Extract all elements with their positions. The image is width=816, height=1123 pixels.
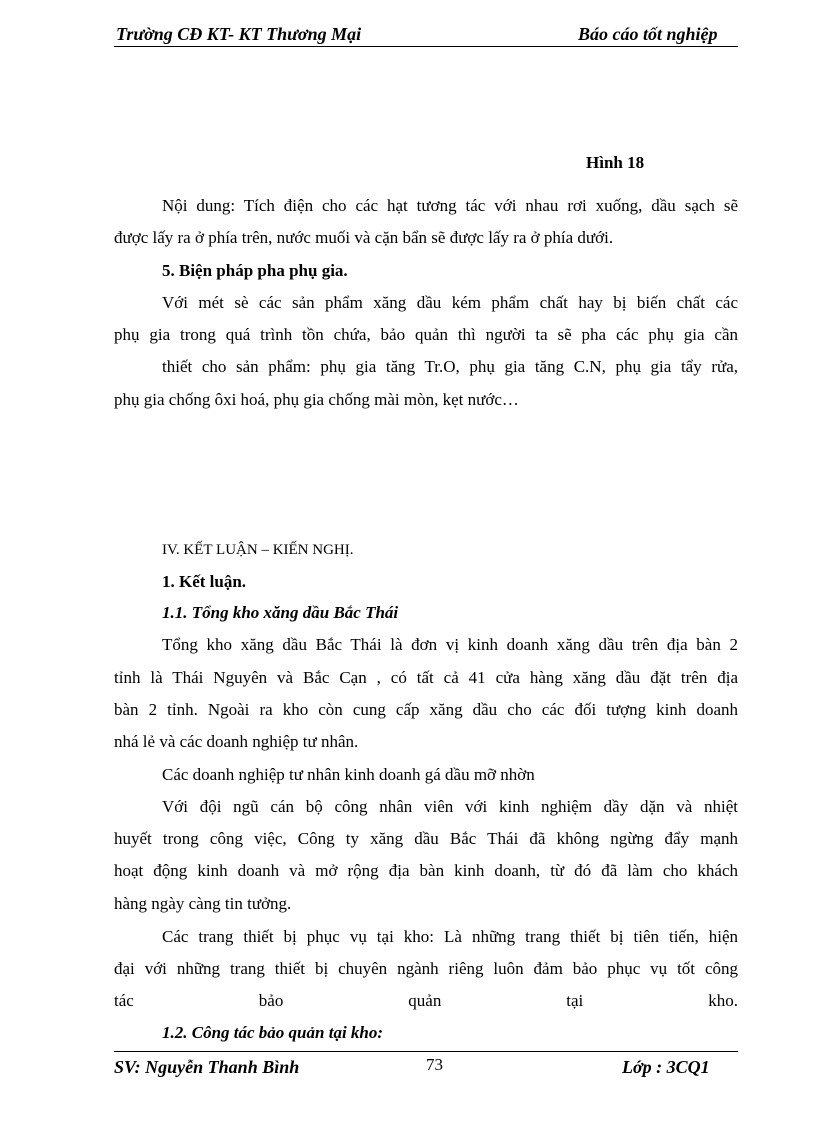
section-heading-iv: IV. KẾT LUẬN – KIẾN NGHỊ. [162, 542, 354, 558]
section-heading-1-1: 1.1. Tổng kho xăng dầu Bắc Thái [162, 603, 399, 622]
paragraph-line: Các doanh nghiệp tư nhân kinh doanh gá dầu mỡ nhờn [162, 765, 535, 784]
header-school-name: Trường CĐ KT- KT Thương Mại [116, 24, 362, 44]
paragraph-line: đại với những trang thiết bị chuyên ngành riêng luôn đảm bảo phục vụ tốt công [114, 959, 738, 978]
paragraph-line: tác bảo quản tại kho. [114, 991, 738, 1010]
header-report-title: Báo cáo tốt nghiệp [578, 24, 718, 44]
header-divider [114, 46, 738, 47]
section-heading-5: 5. Biện pháp pha phụ gia. [162, 261, 348, 280]
section-heading-1-2: 1.2. Công tác bảo quản tại kho: [162, 1023, 384, 1042]
footer-student-name: SV: Nguyễn Thanh Bình [114, 1057, 300, 1077]
paragraph-line: thiết cho sản phẩm: phụ gia tăng Tr.O, phụ gia tăng C.N, phụ gia tẩy rửa, [162, 357, 738, 376]
paragraph-line: Các trang thiết bị phục vụ tại kho: Là những trang thiết bị tiên tiến, hiện [162, 927, 738, 946]
paragraph-line: phụ gia chống ôxi hoá, phụ gia chống mài mòn, kẹt nước… [114, 390, 519, 409]
paragraph-line: nhá lẻ và các doanh nghiệp tư nhân. [114, 732, 359, 751]
footer-class: Lớp : 3CQ1 [622, 1057, 710, 1077]
paragraph-line: huyết trong công việc, Công ty xăng dầu Bắc Thái đã không ngừng đẩy mạnh [114, 829, 738, 848]
paragraph-line: Với đội ngũ cán bộ công nhân viên với kinh nghiệm dầy dặn và nhiệt [162, 797, 738, 816]
footer-divider [114, 1051, 738, 1052]
page-number: 73 [426, 1055, 443, 1074]
paragraph-line: Nội dung: Tích điện cho các hạt tương tác với nhau rơi xuống, dầu sạch sẽ [162, 196, 738, 215]
paragraph-line: hàng ngày càng tin tưởng. [114, 894, 292, 913]
figure-caption: Hình 18 [586, 153, 645, 172]
paragraph-line: được lấy ra ở phía trên, nước muối và cặn bẩn sẽ được lấy ra ở phía dưới. [114, 228, 614, 247]
paragraph-line: Với mét sè các sản phẩm xăng dầu kém phẩm chất hay bị biến chất các [162, 293, 738, 312]
paragraph-line: hoạt động kinh doanh và mở rộng địa bàn kinh doanh, từ đó đã làm cho khách [114, 861, 738, 880]
paragraph-line: tỉnh là Thái Nguyên và Bắc Cạn , có tất cả 41 cửa hàng xăng dầu đặt trên địa [114, 668, 738, 687]
paragraph-line: phụ gia trong quá trình tồn chứa, bảo quản thì người ta sẽ pha các phụ gia cần [114, 325, 738, 344]
section-heading-1: 1. Kết luận. [162, 572, 247, 591]
paragraph-line: Tổng kho xăng dầu Bắc Thái là đơn vị kinh doanh xăng dầu trên địa bàn 2 [162, 635, 738, 654]
paragraph-line: bàn 2 tỉnh. Ngoài ra kho còn cung cấp xăng dầu cho các đối tượng kinh doanh [114, 700, 738, 719]
